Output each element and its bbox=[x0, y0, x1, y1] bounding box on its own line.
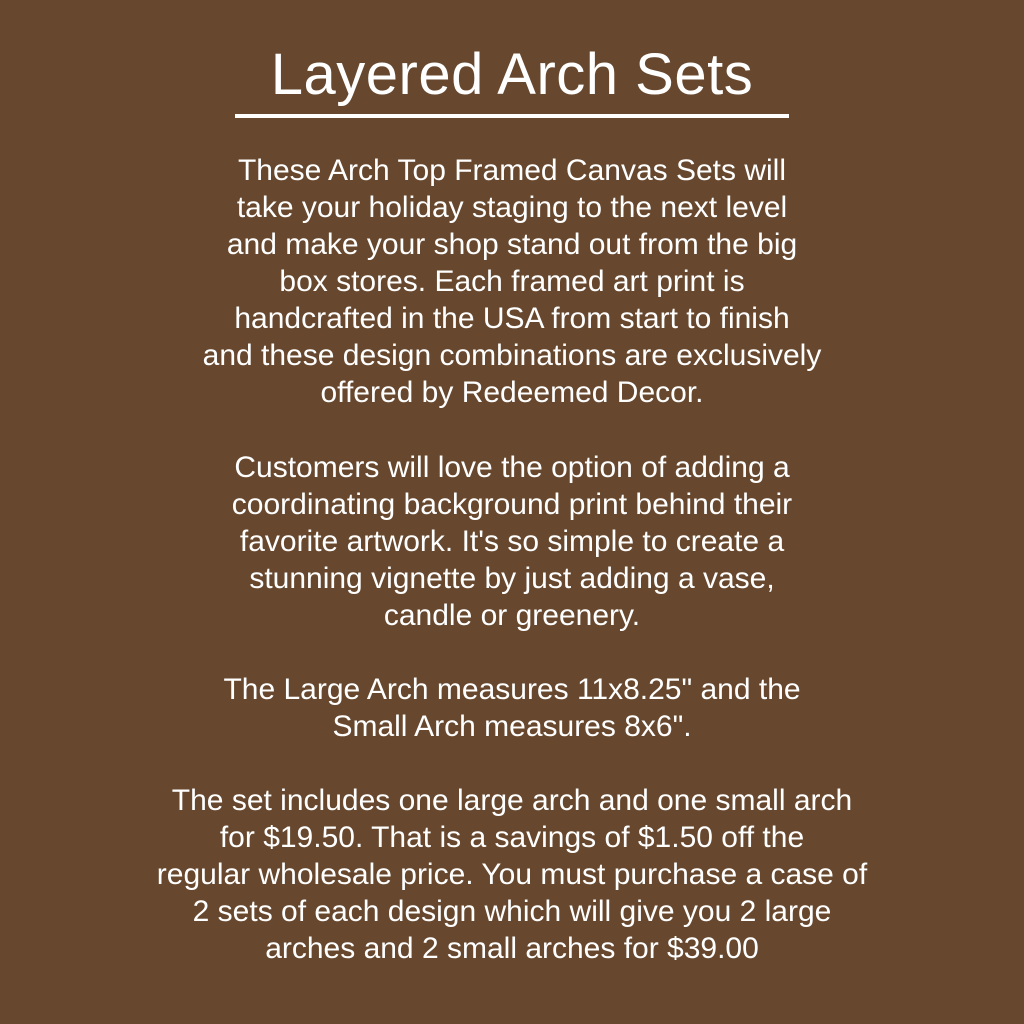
paragraph-line: regular wholesale price. You must purchase a case of bbox=[156, 858, 868, 891]
paragraph-line: for $19.50. That is a savings of $1.50 off the bbox=[219, 821, 805, 854]
paragraph-line: candle or greenery. bbox=[383, 599, 641, 632]
paragraph-line: favorite artwork. It's so simple to create a bbox=[239, 525, 785, 558]
paragraph-line: These Arch Top Framed Canvas Sets will bbox=[237, 154, 786, 187]
paragraph-line: take your holiday staging to the next level bbox=[236, 191, 788, 224]
paragraph-line: arches and 2 small arches for $39.00 bbox=[265, 932, 759, 965]
paragraph-line: Small Arch measures 8x6". bbox=[332, 710, 692, 743]
paragraph-line: stunning vignette by just adding a vase, bbox=[249, 562, 775, 595]
page-title: Layered Arch Sets bbox=[270, 42, 754, 107]
paragraph-line: box stores. Each framed art print is bbox=[279, 265, 745, 298]
pricing-paragraph bbox=[0, 782, 1024, 967]
paragraph-line: and these design combinations are exclusively bbox=[202, 339, 822, 372]
background-print-paragraph bbox=[0, 449, 1024, 634]
paragraph-line: 2 sets of each design which will give you 2 large bbox=[192, 895, 832, 928]
measurements-paragraph bbox=[0, 671, 1024, 745]
title-underline bbox=[235, 114, 789, 118]
paragraph-line: coordinating background print behind their bbox=[231, 488, 793, 521]
paragraph-line: The set includes one large arch and one small arch bbox=[171, 784, 853, 817]
paragraph-line: offered by Redeemed Decor. bbox=[320, 376, 704, 409]
paragraph-line: and make your shop stand out from the big bbox=[226, 228, 798, 261]
paragraph-line: The Large Arch measures 11x8.25" and the bbox=[223, 673, 801, 706]
paragraph-line: Customers will love the option of adding a bbox=[234, 451, 790, 484]
paragraph-line: handcrafted in the USA from start to finish bbox=[234, 302, 790, 335]
intro-paragraph bbox=[0, 152, 1024, 411]
